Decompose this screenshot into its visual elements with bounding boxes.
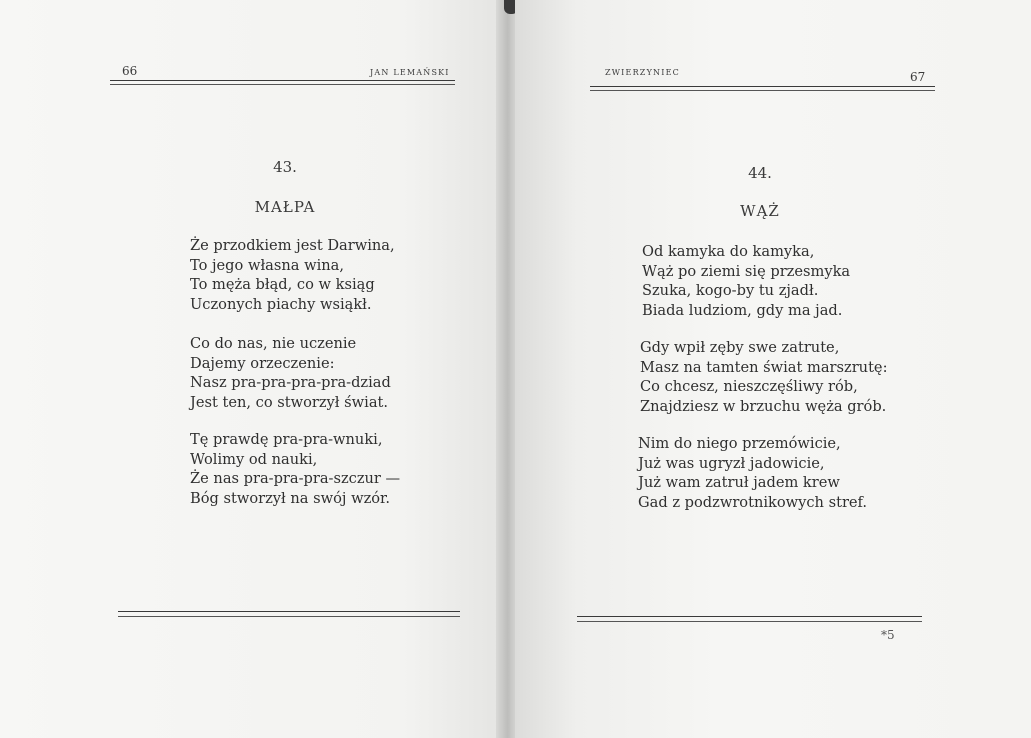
stanza-left-1 [190,236,395,314]
signature-mark: *5 [881,628,895,642]
left-page [0,0,505,738]
verse-line: Znajdziesz w brzuchu węża grób. [640,397,887,415]
verse-line: Co do nas, nie uczenie [190,335,357,352]
stanza-left-3 [190,430,400,508]
verse-line: Uczonych piachy wsiąkł. [190,295,372,313]
right-page [515,0,1031,738]
verse-line: Gad z podzwrotnikowych stref. [638,493,868,511]
poem-number-right: 44. [748,164,772,182]
verse-line: Biada ludziom, gdy ma jad. [642,301,843,319]
stanza-right-3 [638,434,867,512]
stanza-right-1 [642,242,850,320]
verse-line: Nim do niego przemówicie, [638,435,841,452]
verse-line: Że przodkiem jest Darwina, [190,237,395,254]
verse-line: Już was ugryzł jadowicie, [638,454,825,472]
stanza-right-2 [640,338,887,416]
verse-line: Gdy wpił zęby swe zatrute, [640,339,840,356]
verse-line: Co chcesz, nieszczęśliwy rób, [640,378,858,395]
footer-rule-right-thin [577,621,922,622]
verse-line: Że nas pra-pra-pra-szczur — [190,470,401,487]
header-rule-left-thin [110,84,455,85]
verse-line: Od kamyka do kamyka, [642,243,815,260]
verse-line: Jest ten, co stworzył świat. [190,393,389,411]
verse-line: Tę prawdę pra-pra-wnuki, [190,431,383,448]
poem-title-left: MAŁPA [254,198,316,216]
verse-line: Wąż po ziemi się przesmyka [642,262,851,280]
verse-line: Wolimy od nauki, [190,450,318,468]
footer-rule-right [577,616,922,617]
verse-line: Masz na tamten świat marszrutę: [640,358,888,376]
footer-rule-left [118,611,460,612]
verse-line: Bóg stworzył na swój wzór. [190,489,391,507]
poem-title-right: WĄŻ [740,202,780,220]
verse-line: Dajemy orzeczenie: [190,354,335,372]
header-rule-right [590,86,935,87]
footer-rule-left-thin [118,616,460,617]
running-head-left: JAN LEMAŃSKI [370,68,450,77]
verse-line: To męża błąd, co w ksiąg [190,276,375,293]
page-number-right: 67 [910,70,926,84]
header-rule-right-thin [590,90,935,91]
stanza-left-2 [190,334,391,412]
verse-line: To jego własna wina, [190,256,345,274]
header-rule-left [110,80,455,81]
page-number-left: 66 [122,64,138,78]
verse-line: Już wam zatruł jadem krew [638,474,840,491]
verse-line: Szuka, kogo-by tu zjadł. [642,282,819,299]
poem-number-left: 43. [273,158,297,176]
running-head-right: ZWIERZYNIEC [605,68,680,77]
verse-line: Nasz pra-pra-pra-pra-dziad [190,374,391,391]
